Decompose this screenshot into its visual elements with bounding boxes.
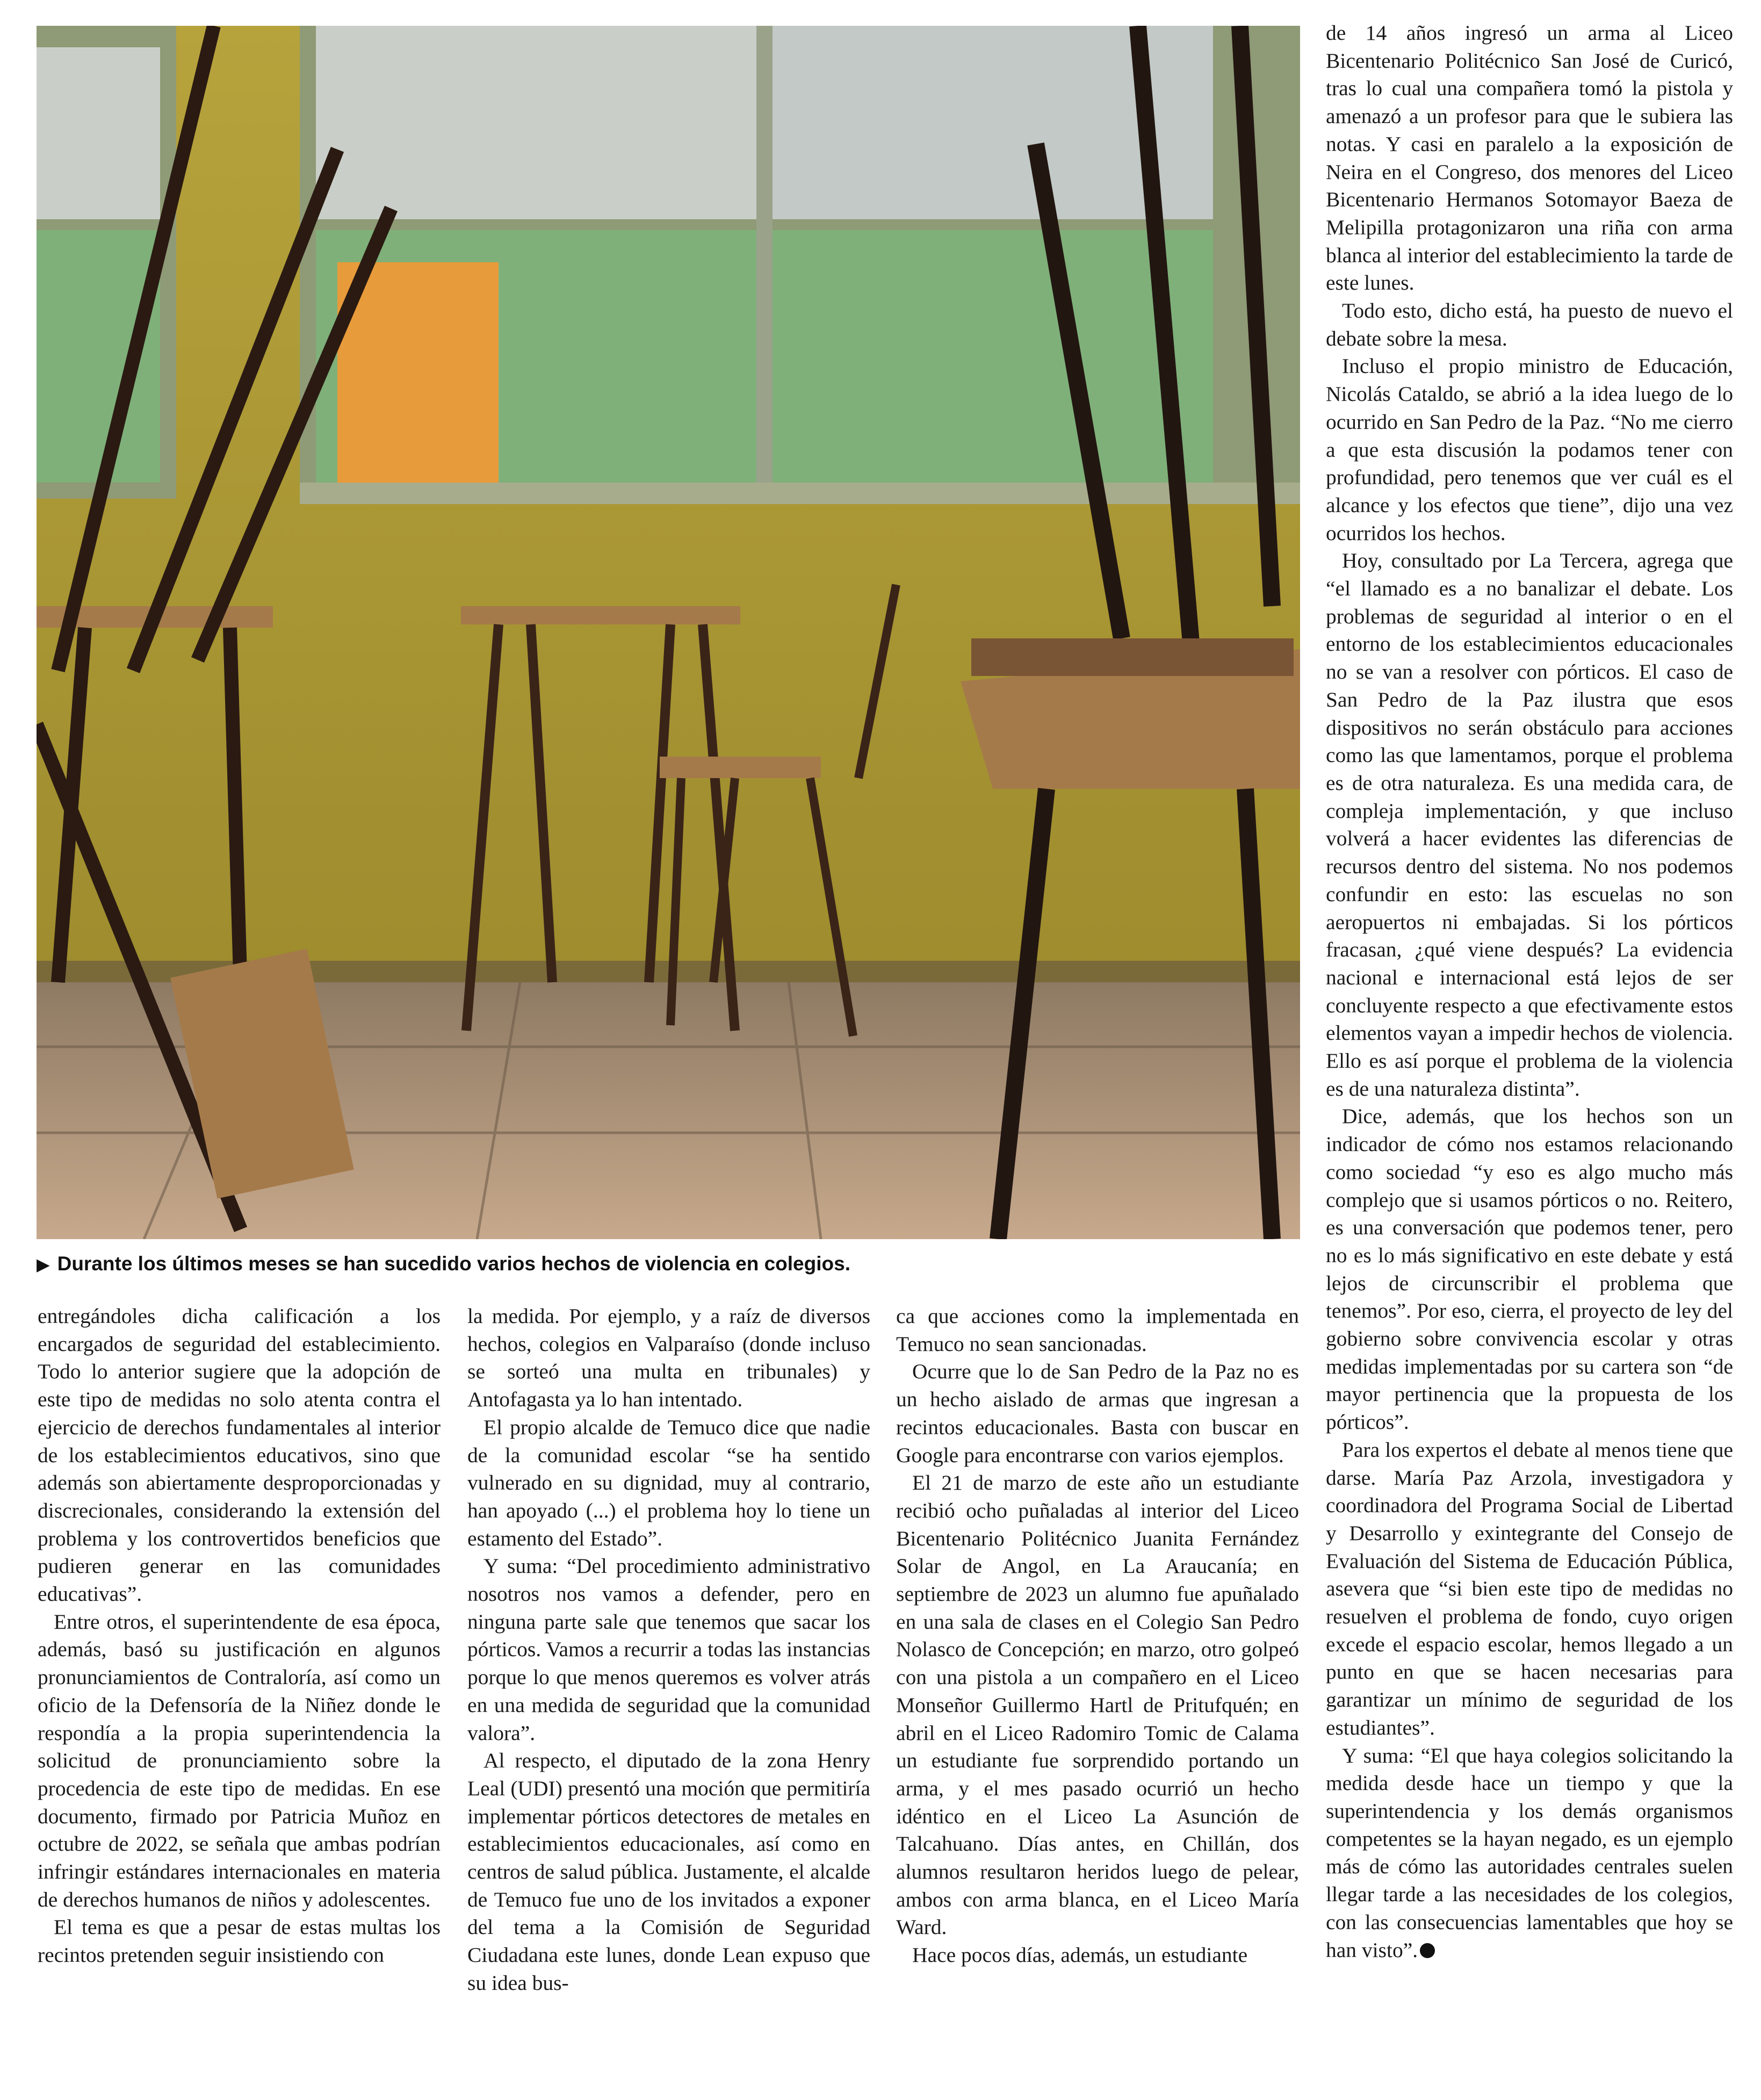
paragraph: Dice, además, que los hechos son un indicador de cómo nos estamos relacionando como sociedad “y eso es algo mucho más complejo que si usamos pórticos o no. Reitero, es una conversación que podemos tener, pero no es lo más significativo en este debate y está lejos de circunscribir el problema que tenemos”. Por eso, cierra, el proyecto de ley del gobierno sobre convivencia escolar y otras medidas implementadas por su cartera son “de mayor pertinencia que la propuesta de los pórticos”. <box>1326 1104 1733 1434</box>
paragraph: Al respecto, el diputado de la zona Henry Leal (UDI) presentó una moción que permitiría implementar pórticos detectores de metales en establecimientos educacionales, así como en centros de salud pública. Justamente, el alcalde de Temuco fue uno de los invitados a exponer del tema a la Comisión de Seguridad Ciudadana este lunes, donde Lean expuso que su idea bus- <box>467 1749 870 1995</box>
paragraph: la medida. Por ejemplo, y a raíz de diversos hechos, colegios en Valparaíso (donde incluso se sorteó una multa en tribunales) y Antofagasta ya lo han intentado. <box>467 1304 870 1412</box>
paragraph: Entre otros, el superintendente de esa época, además, basó su justificación en algunos pronunciamientos de Contraloría, así como un oficio de la Defensoría de la Niñez donde le respondía a la propia superintendencia la solicitud de pronunciamiento sobre la procedencia de este tipo de medidas. En ese documento, firmado por Patricia Muñoz en octubre de 2022, se señala que ambas podrían infringir estándares internacionales en materia de derechos humanos de niños y adolescentes. <box>38 1609 441 1911</box>
paragraph: Para los expertos el debate al menos tiene que darse. María Paz Arzola, investigadora y coordinadora del Programa Social de Libertad y Desarrollo y exintegrante del Consejo de Evaluación del Sistema de Educación Pública, asevera que “si bien este tipo de medidas no resuelven el problema de fondo, cuyo origen excede el espacio escolar, hemos llegado a un punto en que se hacen necesarias para garantizar un mínimo de seguridad de los estudiantes”. <box>1326 1437 1733 1739</box>
paragraph: Ocurre que lo de San Pedro de la Paz no es un hecho aislado de armas que ingresan a recintos educacionales. Basta con buscar en Google para encontrarse con varios ejemplos. <box>896 1360 1299 1467</box>
paragraph: de 14 años ingresó un arma al Liceo Bicentenario Politécnico San José de Curicó, tras lo cual una compañera tomó la pistola y amenazó a un profesor para que le subiera las notas. Y casi en paralelo a la exposición de Neira en el Congreso, dos menores del Liceo Bicentenario Hermanos Sotomayor Baeza de Melipilla protagonizaron una riña con arma blanca al interior del establecimiento la tarde de este lunes. <box>1326 21 1733 295</box>
article-column-4 <box>1326 19 1733 1964</box>
article-column-2 <box>467 1303 870 1997</box>
paragraph: Hace pocos días, además, un estudiante <box>912 1943 1248 1967</box>
paragraph: El 21 de marzo de este año un estudiante recibió ocho puñaladas al interior del Liceo Bicentenario Politécnico Juanita Fernández Solar de Angol, en La Araucanía; en septiembre de 2023 un alumno fue apuñalado en una sala de clases en el Colegio San Pedro Nolasco de Concepción; en marzo, otro golpeó con una pistola a un compañero en el Liceo Monseñor Guillermo Hartl de Pritufquén; en abril en el Liceo Radomiro Tomic de Calama un estudiante fue sorprendido portando un arma, y el mes pasado ocurrió un hecho idéntico en el Liceo La Asunción de Talcahuano. Días antes, en Chillán, dos alumnos resultaron heridos luego de pelear, ambos con arma blanca, en el Liceo María Ward. <box>896 1471 1299 1939</box>
paragraph: Incluso el propio ministro de Educación, Nicolás Cataldo, se abrió a la idea luego de lo ocurrido en San Pedro de la Paz. “No me cierro a que esta discusión la podamos tener con profundidad, pero tenemos que ver cuál es el alcance y los efectos que tiene”, dijo una vez ocurridos los hechos. <box>1326 354 1733 545</box>
paragraph: entregándoles dicha calificación a los encargados de seguridad del establecimiento. Todo lo anterior sugiere que la adopción de este tipo de medidas no solo atenta contra el ejercicio de derechos fundamentales al interior de los establecimientos educativos, sino que además son abiertamente desproporcionadas y discrecionales, considerando la extensión del problema y los controvertidos beneficios que pudieren generar en las comunidades educativas”. <box>38 1304 441 1606</box>
paragraph-text: Y suma: “El que haya colegios solicitando la medida desde hace un tiempo y que la superintendencia y los demás organismos competentes se la hayan negado, es un ejemplo más de cómo las autoridades centrales suelen llegar tarde a las necesidades de los colegios, con las consecuencias lamentables que hoy se han visto”. <box>1326 1743 1733 1962</box>
article-column-1 <box>38 1303 441 1969</box>
photo-caption <box>37 1250 1300 1278</box>
paragraph: El propio alcalde de Temuco dice que nadie de la comunidad escolar “se ha sentido vulnerado en su dignidad, muy al contrario, han apoyado (...) el problema hoy lo tiene un estamento del Estado”. <box>467 1415 870 1550</box>
paragraph: Hoy, consultado por La Tercera, agrega que “el llamado es a no banalizar el debate. Los problemas de seguridad al interior o en el entorno de los establecimientos educacionales no se van a resolver con pórticos. El caso de San Pedro de la Paz ilustra que esos dispositivos no serán obstáculo para acciones como las que lamentamos, porque el problema es de otra naturaleza. Es una medida cara, de compleja implementación, y que incluso volverá a hacer evidentes las diferencias de recursos dentro del sistema. No nos podemos confundir en esto: las escuelas no son aeropuertos ni embajadas. Si los pórticos fracasan, ¿qué viene después? La evidencia nacional e internacional está lejos de ser concluyente respecto a que efectivamente estos elementos vayan a impedir hechos de violencia. Ello es así porque el problema de la violencia es de una naturaleza distinta”. <box>1326 549 1733 1101</box>
classroom-illustration <box>37 26 1300 1239</box>
last-paragraph <box>1326 1742 1733 1965</box>
paragraph: El tema es que a pesar de estas multas los recintos pretenden seguir insistiendo con <box>38 1915 441 1967</box>
caption-text: Durante los últimos meses se han sucedido varios hechos de violencia en colegios. <box>57 1253 850 1275</box>
paragraph: Y suma: “Del procedimiento administrativo nosotros nos vamos a defender, pero en ninguna parte sale que tenemos que sacar los pórticos. Vamos a recurrir a todas las instancias porque lo que menos queremos es volver atrás en una medida de seguridad que la comunidad valora”. <box>467 1554 870 1745</box>
paragraph: Todo esto, dicho está, ha puesto de nuevo el debate sobre la mesa. <box>1326 299 1733 350</box>
classroom-photo <box>37 26 1300 1239</box>
paragraph: ca que acciones como la implementada en Temuco no sean sancionadas. <box>896 1304 1299 1356</box>
caption-marker-icon: ▶ <box>37 1255 50 1274</box>
article-column-3 <box>896 1303 1299 1969</box>
end-of-article-icon <box>1420 1943 1435 1958</box>
